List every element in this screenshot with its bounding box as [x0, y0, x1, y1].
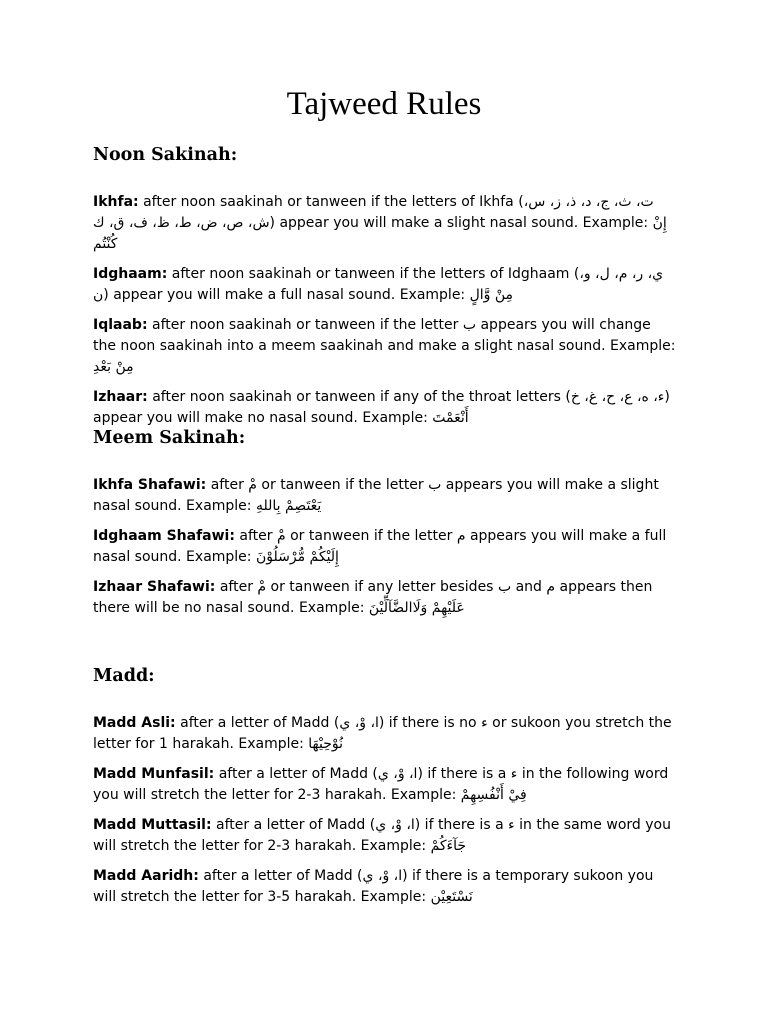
document-title: Tajweed Rules: [286, 86, 482, 122]
rule-text: after a letter of Madd (ا، وْ، ي) if there is a ء in the following word you will stretch the letter for 2-3 harakah. Example: فِيْ أَنْفُسِهِمْ: [93, 766, 669, 803]
rule-name: Izhaar Shafawi:: [93, 579, 216, 595]
rule-name: Idghaam:: [93, 266, 168, 282]
rule-text: after a letter of Madd (ا، وْ، ي) if there is a temporary sukoon you will stretch the letter for 3-5 harakah. Example: نَسْتَعِيْن: [93, 868, 654, 905]
rule-name: Ikhfa Shafawi:: [93, 477, 207, 493]
rule-idghaam-shafawi: [93, 526, 678, 568]
section-heading: Noon Sakinah:: [93, 145, 238, 165]
rule-text: after a letter of Madd (ا، وْ، ي) if there is no ء or sukoon you stretch the letter for 1 harakah. Example: نُوْحِيْهَا: [93, 715, 672, 752]
rule-text: after noon saakinah or tanween if the letters of Ikhfa (ت، ث، ج، د، ذ، ز، س، ش، ص، ض، ط، ظ، ف، ق، ك) appear you will make a slight nasal sound. Example: إِنْ كُنْتُم: [93, 194, 667, 252]
rule-text: after noon saakinah or tanween if any of the throat letters (ء، ه، ع، ح، غ، خ) appear you will make no nasal sound. Example: أَنْعَمْتَ: [93, 389, 670, 426]
rule-name: Madd Asli:: [93, 715, 176, 731]
section-noon-sakinah: [93, 145, 678, 438]
rule-text: after مْ or tanween if the letter م appears you will make a full nasal sound. Example: إِلَيْكُمْ مُّرْسَلُوْنَ: [93, 528, 667, 565]
rule-izhaar-shafawi: [93, 577, 678, 619]
rule-ikhfa-shafawi: [93, 475, 678, 517]
section-madd: [93, 666, 678, 917]
rule-text: after مْ or tanween if the letter ب appears you will make a slight nasal sound. Example: يَعْتَصِمْ بِاللهِ: [93, 477, 659, 514]
rule-iqlaab: [93, 315, 678, 378]
rule-name: Ikhfa:: [93, 194, 139, 210]
rule-name: Madd Muttasil:: [93, 817, 212, 833]
rule-text: after a letter of Madd (ا، وْ، ي) if there is a ء in the same word you will stretch the letter for 2-3 harakah. Example: جَآءَكُمْ: [93, 817, 671, 854]
section-heading: Meem Sakinah:: [93, 428, 246, 448]
rule-idghaam: [93, 264, 678, 306]
rule-text: after noon saakinah or tanween if the letters of Idghaam (ي، ر، م، ل، و، ن) appear you will make a full nasal sound. Example: مِنْ وَّالٍ: [93, 266, 664, 303]
section-meem-sakinah: [93, 428, 678, 628]
rule-ikhfa: [93, 192, 678, 255]
rule-text: after مْ or tanween if any letter besides ب and م appears then there will be no nasal sound. Example: عَلَيْهِمْ وَلَاالضَّآلِّيْنَ: [93, 579, 653, 616]
rule-name: Madd Munfasil:: [93, 766, 215, 782]
rule-madd-asli: [93, 713, 678, 755]
rule-name: Iqlaab:: [93, 317, 148, 333]
rule-name: Idghaam Shafawi:: [93, 528, 235, 544]
rule-madd-aaridh: [93, 866, 678, 908]
rule-text: after noon saakinah or tanween if the letter ب appears you will change the noon saakinah into a meem saakinah and make a slight nasal sound. Example: مِنْ بَعْدِ: [93, 317, 676, 375]
rule-madd-muttasil: [93, 815, 678, 857]
rule-name: Madd Aaridh:: [93, 868, 199, 884]
rule-madd-munfasil: [93, 764, 678, 806]
section-heading: Madd:: [93, 666, 155, 686]
rule-izhaar: [93, 387, 678, 429]
rule-name: Izhaar:: [93, 389, 148, 405]
